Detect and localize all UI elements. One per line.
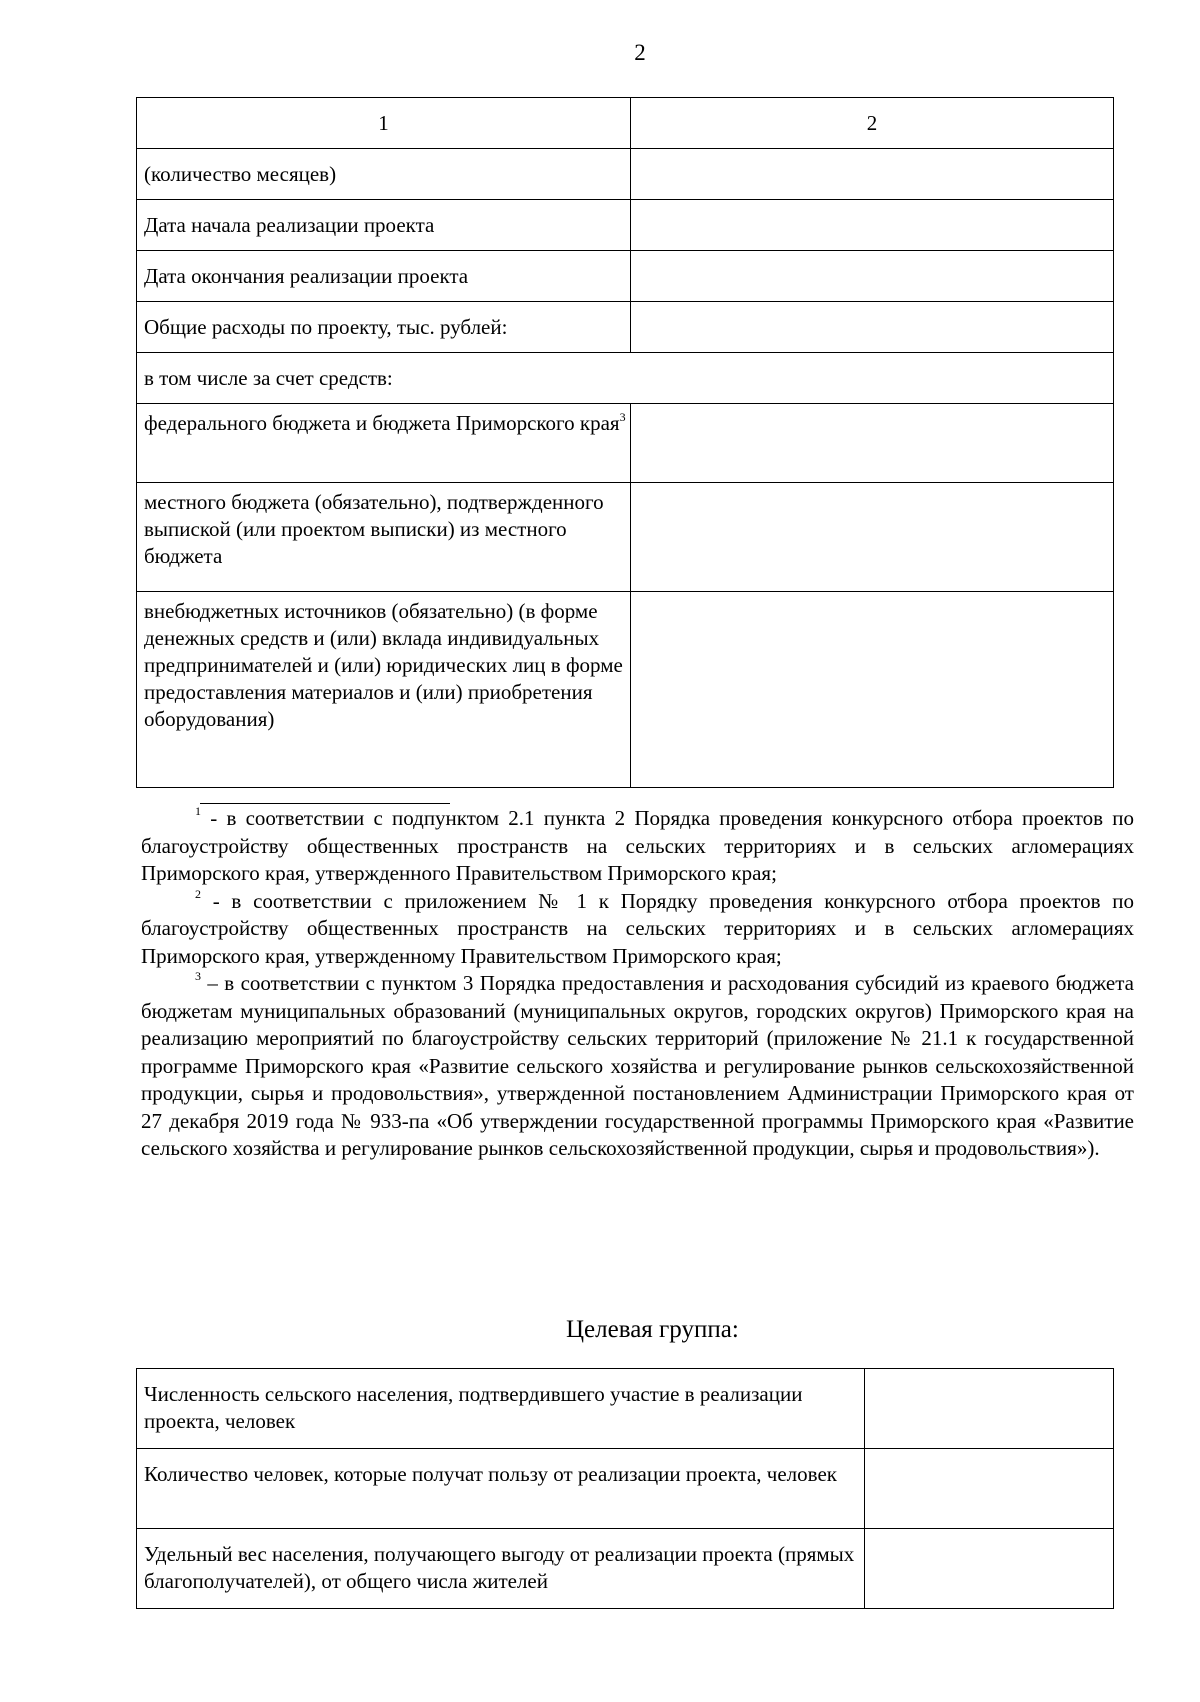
table-row bbox=[137, 149, 1114, 200]
footnote-text-2: - в соответствии с приложением № 1 к Порядку проведения конкурсного отбора проектов по благоустройству общественных пространств на сельских территориях и в сельских агломерациях Приморского края, утвержденному Правительством Приморского края; bbox=[141, 888, 1134, 968]
row-value-start-date[interactable] bbox=[631, 200, 1114, 251]
row-label-end-date: Дата окончания реализации проекта bbox=[137, 251, 631, 302]
project-info-table bbox=[136, 97, 1114, 788]
row-value-beneficiaries-count[interactable] bbox=[865, 1449, 1114, 1529]
footnotes bbox=[141, 805, 1134, 1163]
footnote-text-3: – в соответствии с пунктом 3 Порядка предоставления и расходования субсидий из краевого бюджета бюджетам муниципальных образований (муниципальных округов, городских округов) Приморского края на реализацию мероприятий по благоустройству сельских территорий (приложение № 21.1 к государственной программе Приморского края «Развитие сельского хозяйства и регулирование рынков сельскохозяйственной продукции, сырья и продовольствия», утвержденной постановлением Администрации Приморского края от 27 декабря 2019 года № 933-па «Об утверждении государственной программы Приморского края «Развитие сельского хозяйства и регулирование рынков сельскохозяйственной продукции, сырья и продовольствия»). bbox=[141, 971, 1134, 1160]
row-value-end-date[interactable] bbox=[631, 251, 1114, 302]
federal-regional-budget-text: федерального бюджета и бюджета Приморского края bbox=[144, 411, 620, 435]
table-row bbox=[137, 251, 1114, 302]
table-row bbox=[137, 200, 1114, 251]
row-value-federal-regional-budget[interactable] bbox=[631, 404, 1114, 483]
footnote-2 bbox=[141, 888, 1134, 971]
table-row bbox=[137, 353, 1114, 404]
page-number: 2 bbox=[634, 40, 646, 65]
row-label-start-date: Дата начала реализации проекта bbox=[137, 200, 631, 251]
target-group-table bbox=[136, 1368, 1114, 1609]
row-value-extrabudgetary-sources[interactable] bbox=[631, 592, 1114, 788]
row-label-federal-regional-budget bbox=[137, 404, 631, 483]
footnote-text-1: - в соответствии с подпунктом 2.1 пункта 2 Порядка проведения конкурсного отбора проектов по благоустройству общественных пространств на сельских территориях и в сельских агломерациях Приморского края, утвержденного Правительством Приморского края; bbox=[141, 806, 1134, 885]
row-value-duration-months[interactable] bbox=[631, 149, 1114, 200]
table-row bbox=[137, 1369, 1114, 1449]
row-label-rural-population-confirmed: Численность сельского населения, подтвердившего участие в реализации проекта, человек bbox=[137, 1369, 865, 1449]
row-label-beneficiaries-count: Количество человек, которые получат пользу от реализации проекта, человек bbox=[137, 1449, 865, 1529]
row-value-total-expenses[interactable] bbox=[631, 302, 1114, 353]
footnote-separator bbox=[200, 803, 450, 804]
table-row bbox=[137, 302, 1114, 353]
row-label-local-budget: местного бюджета (обязательно), подтвержденного выпиской (или проектом выписки) из местного бюджета bbox=[137, 483, 631, 592]
row-label-total-expenses: Общие расходы по проекту, тыс. рублей: bbox=[137, 302, 631, 353]
table-header-row bbox=[137, 98, 1114, 149]
footnote-3 bbox=[141, 970, 1134, 1163]
row-value-beneficiaries-share[interactable] bbox=[865, 1529, 1114, 1609]
table-row bbox=[137, 483, 1114, 592]
row-value-rural-population-confirmed[interactable] bbox=[865, 1369, 1114, 1449]
table-row bbox=[137, 592, 1114, 788]
footnote-mark-1: 1 bbox=[195, 804, 201, 818]
footnote-1 bbox=[141, 805, 1134, 888]
footnote-ref-3: 3 bbox=[619, 410, 626, 424]
footnote-mark-2: 2 bbox=[195, 886, 201, 901]
row-label-extrabudgetary-sources: внебюджетных источников (обязательно) (в форме денежных средств и (или) вклада индивидуальных предпринимателей и (или) юридических лиц в форме предоставления материалов и (или) приобретения оборудования) bbox=[137, 592, 631, 788]
target-group-title: Целевая группа: bbox=[566, 1316, 739, 1343]
row-label-beneficiaries-share: Удельный вес населения, получающего выгоду от реализации проекта (прямых благополучателей), от общего числа жителей bbox=[137, 1529, 865, 1609]
table-row bbox=[137, 404, 1114, 483]
column-header-1: 1 bbox=[137, 98, 631, 149]
row-label-duration-months: (количество месяцев) bbox=[137, 149, 631, 200]
table-row bbox=[137, 1529, 1114, 1609]
table-row bbox=[137, 1449, 1114, 1529]
row-value-local-budget[interactable] bbox=[631, 483, 1114, 592]
footnote-mark-3: 3 bbox=[195, 969, 201, 983]
row-label-including-funds: в том числе за счет средств: bbox=[137, 353, 1114, 404]
column-header-2: 2 bbox=[631, 98, 1114, 149]
